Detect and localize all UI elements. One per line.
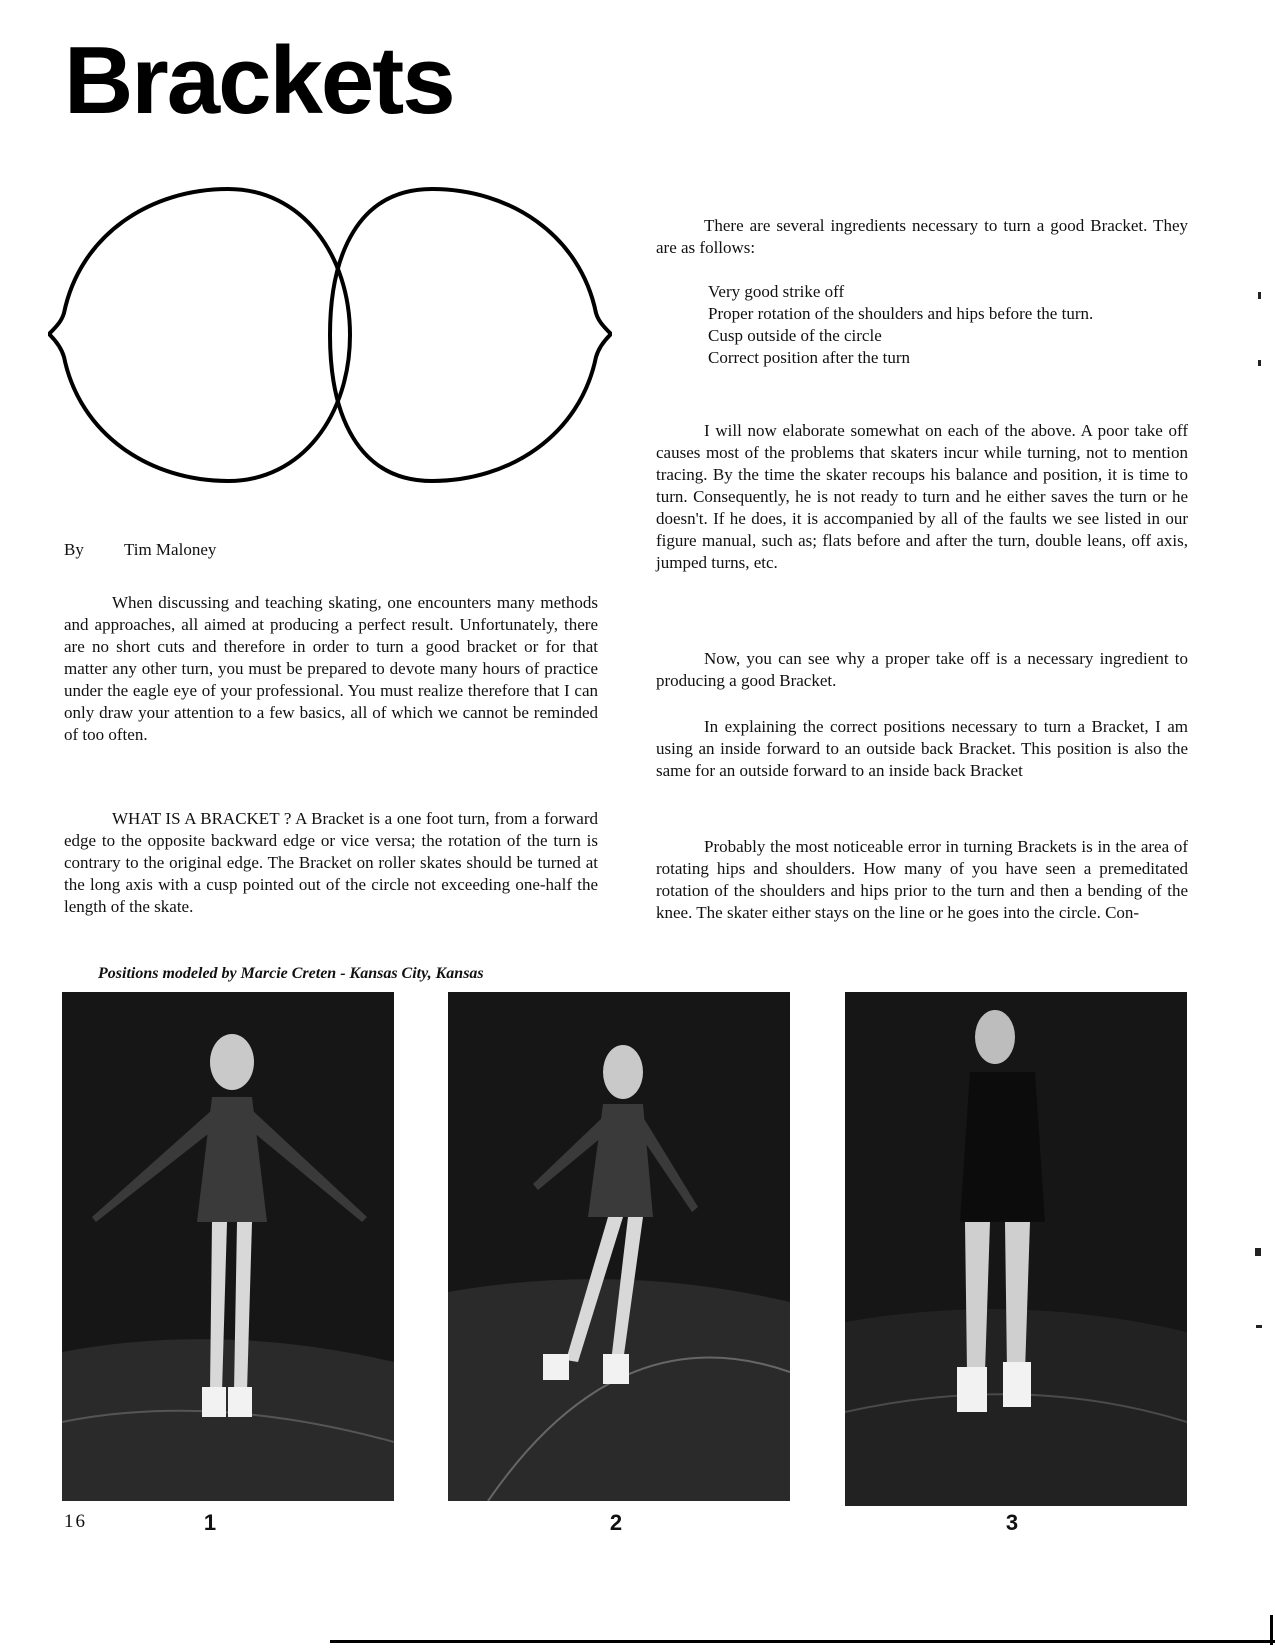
skater-silhouette-2 — [448, 992, 790, 1501]
skater-photo-2 — [448, 992, 790, 1501]
corner-mark — [1270, 1615, 1273, 1645]
definition-paragraph: WHAT IS A BRACKET ? A Bracket is a one foot turn, from a forward edge to the opposite backward edge or vice versa; the rotation of the turn is contrary to the original edge. The Bracket on roller skates should be turned at the long axis with a cusp pointed out of the circle not exceeding one-half the length of the skate. — [64, 809, 598, 916]
list-item: Very good strike off — [708, 282, 845, 301]
left-circle-with-cusp — [50, 189, 350, 481]
ingredients-list — [708, 281, 1188, 369]
photo-label-3: 3 — [1005, 1510, 1019, 1535]
intro-paragraph: When discussing and teaching skating, one encounters many methods and approaches, all aimed at producing a perfect result. Unfortunately, there are no short cuts and therefore in order to turn a good bracket or for that matter any other turn, you must be prepared to devote many hours of practice under the eagle eye of your professional. You must realize therefore that I can only draw your attention to a few basics, all of which we cannot be reminded of too often. — [64, 593, 598, 744]
margin-mark — [1256, 1325, 1262, 1328]
page-number: 16 — [64, 1511, 87, 1532]
skater-silhouette-3 — [845, 992, 1187, 1506]
photo-label-1: 1 — [203, 1510, 217, 1535]
byline-prefix: By — [64, 540, 84, 559]
margin-mark — [1258, 360, 1261, 366]
margin-mark — [1255, 1248, 1261, 1256]
error-paragraph: Probably the most noticeable error in turning Brackets is in the area of rotating hips and shoulders. How many of you have seen a premeditated rotation of the shoulders and hips prior to the turn and then a bending of the knee. The skater either stays on the line or he goes into the circle. Con- — [656, 837, 1188, 922]
bottom-rule — [330, 1640, 1275, 1643]
list-item: Proper rotation of the shoulders and hips before the turn. — [708, 304, 1094, 323]
right-circle-with-cusp — [330, 189, 610, 481]
list-item: Cusp outside of the circle — [708, 326, 882, 345]
byline — [64, 540, 216, 560]
photo-label-2: 2 — [609, 1510, 623, 1535]
skater-photo-3 — [845, 992, 1187, 1506]
bracket-figure-diagram — [40, 185, 620, 485]
skater-silhouette-1 — [62, 992, 394, 1501]
list-item: Correct position after the turn — [708, 348, 911, 367]
article-title: Brackets — [64, 27, 454, 134]
margin-mark — [1258, 292, 1261, 299]
photo-caption: Positions modeled by Marcie Creten - Kansas City, Kansas — [98, 965, 484, 982]
ingredients-lead-paragraph: There are several ingredients necessary to turn a good Bracket. They are as follows: — [656, 216, 1188, 257]
elaborate-paragraph: I will now elaborate somewhat on each of the above. A poor take off causes most of the problems that skaters incur while turning, not to mention tracing. By the time the skater recoups his balance and position, it is time to turn. Consequently, he is not ready to turn and he either saves the turn or he doesn't. If he does, it is accompanied by all of the faults we see listed in our figure manual, such as; flats before and after the turn, double leans, off axis, jumped turns, etc. — [656, 421, 1188, 572]
takeoff-paragraph: Now, you can see why a proper take off is a necessary ingredient to producing a good Bracket. — [656, 649, 1188, 690]
skater-photo-1 — [62, 992, 394, 1501]
author-name: Tim Maloney — [123, 540, 217, 559]
positions-paragraph: In explaining the correct positions necessary to turn a Bracket, I am using an inside forward to an outside back Bracket. This position is also the same for an outside forward to an inside back Bracket — [656, 717, 1188, 780]
